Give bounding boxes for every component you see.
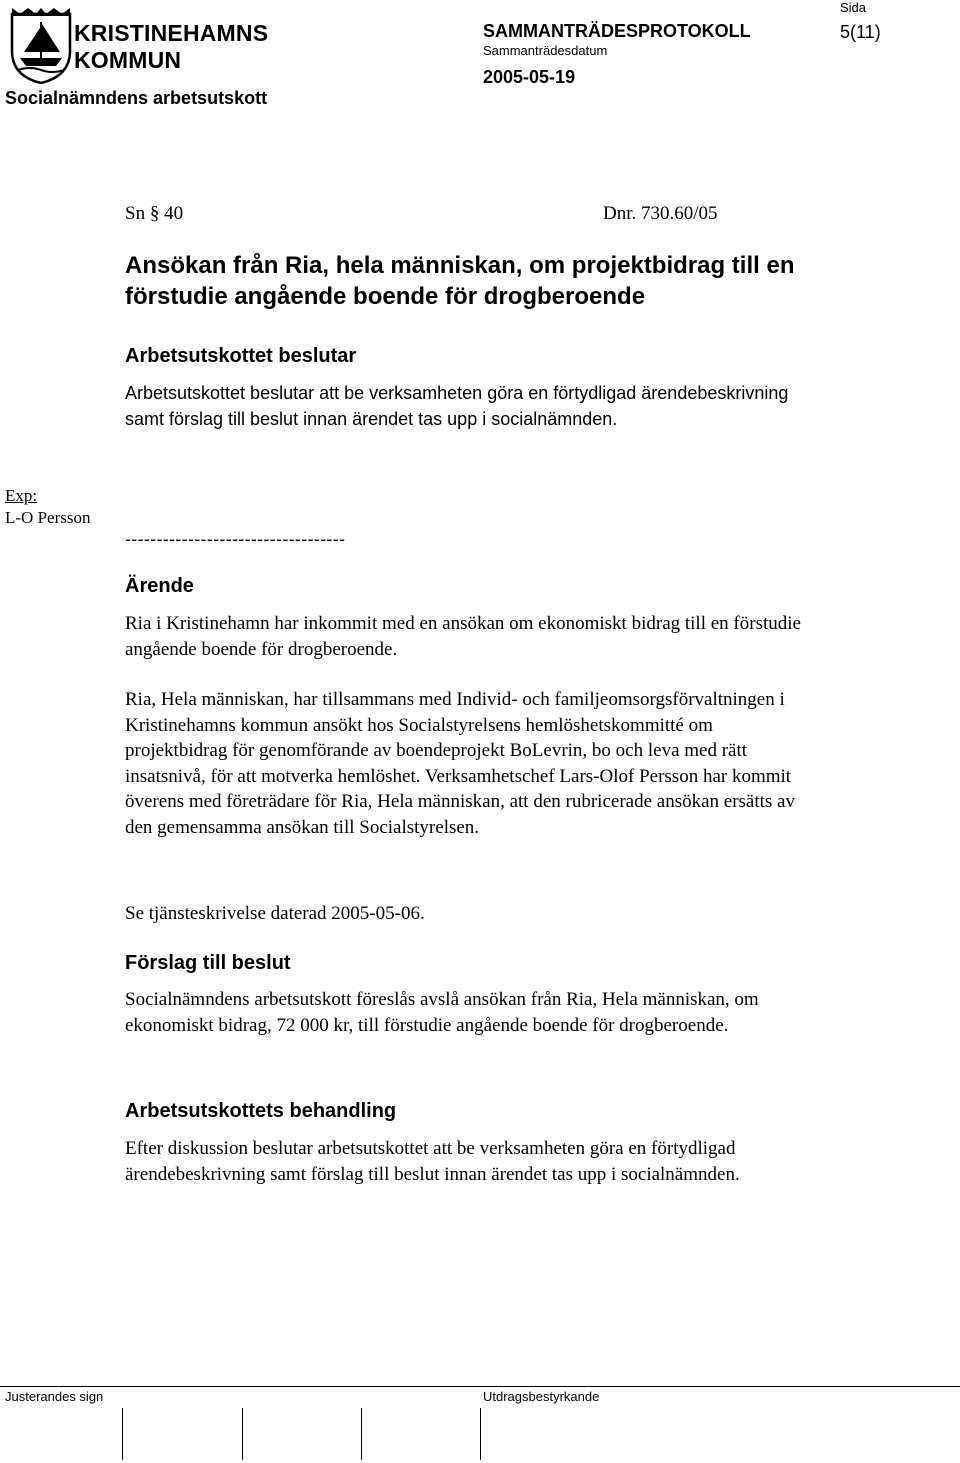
signature-box-divider bbox=[122, 1408, 123, 1460]
case-number: Sn § 40 bbox=[125, 203, 184, 224]
matter-heading: Ärende bbox=[125, 575, 194, 597]
diary-number: Dnr. 730.60/05 bbox=[603, 203, 718, 224]
matter-paragraph-1: Ria i Kristinehamn har inkommit med en ansökan om ekonomiskt bidrag till en förstudie angående boende för drogberoende. bbox=[125, 613, 801, 660]
org-name-line2: KOMMUN bbox=[74, 47, 182, 73]
matter-paragraph-2: Ria, Hela människan, har tillsammans med Individ- och familjeomsorgsförvaltningen i Kristinehamns kommun ansökt hos Socialstyrelsens hemlöshetskommitté om projektbidrag för genomförande av boendeprojekt BoLevrin, bo och leva med rätt insatsnivå, för att motverka hemlöshet. Verksamhetschef Lars-Olof Persson har kommit överens med företrädare för Ria, Hela människan, att den rubricerade ansökan ersätts av den gemensamma ansökan till Socialstyrelsen. bbox=[125, 689, 795, 838]
signature-box-divider bbox=[480, 1408, 481, 1460]
signature-box-divider bbox=[242, 1408, 243, 1460]
coat-of-arms-icon bbox=[10, 6, 72, 84]
proposal-text: Socialnämndens arbetsutskott föreslås avslå ansökan från Ria, Hela människan, om ekonomiskt bidrag, 72 000 kr, till förstudie angående boende för drogberoende. bbox=[125, 989, 759, 1036]
utdragsbestyrkande-label: Utdragsbestyrkande bbox=[483, 1389, 600, 1404]
separator-line: ----------------------------------- bbox=[125, 529, 346, 549]
signature-box-divider bbox=[361, 1408, 362, 1460]
expedition-label: Exp: bbox=[5, 486, 38, 505]
expedition-recipient: L-O Persson bbox=[5, 508, 91, 527]
page-number: 5(11) bbox=[840, 22, 881, 42]
committee-name: Socialnämndens arbetsutskott bbox=[5, 88, 268, 108]
decision-heading: Arbetsutskottet beslutar bbox=[125, 345, 357, 367]
footer-divider bbox=[0, 1386, 960, 1387]
decision-text: Arbetsutskottet beslutar att be verksamheten göra en förtydligad ärendebeskrivning samt förslag till beslut innan ärendet tas upp i socialnämnden. bbox=[125, 383, 789, 429]
justerande-sign-label: Justerandes sign bbox=[5, 1389, 104, 1404]
proposal-heading: Förslag till beslut bbox=[125, 952, 291, 974]
case-title: Ansökan från Ria, hela människan, om projektbidrag till en förstudie angående boende för drogberoende bbox=[125, 252, 795, 310]
handling-heading: Arbetsutskottets behandling bbox=[125, 1100, 397, 1122]
page-label: Sida bbox=[840, 0, 867, 15]
meeting-date-label: Sammanträdesdatum bbox=[483, 43, 608, 58]
handling-text: Efter diskussion beslutar arbetsutskottet att be verksamheten göra en förtydligad ärendebeskrivning samt förslag till beslut innan ärendet tas upp i socialnämnden. bbox=[125, 1138, 740, 1185]
matter-paragraph-3: Se tjänsteskrivelse daterad 2005-05-06. bbox=[125, 903, 425, 924]
meeting-date: 2005-05-19 bbox=[483, 67, 576, 87]
org-name-line1: KRISTINEHAMNS bbox=[74, 20, 269, 46]
expedition-block bbox=[5, 485, 90, 529]
document-title: SAMMANTRÄDESPROTOKOLL bbox=[483, 21, 751, 41]
